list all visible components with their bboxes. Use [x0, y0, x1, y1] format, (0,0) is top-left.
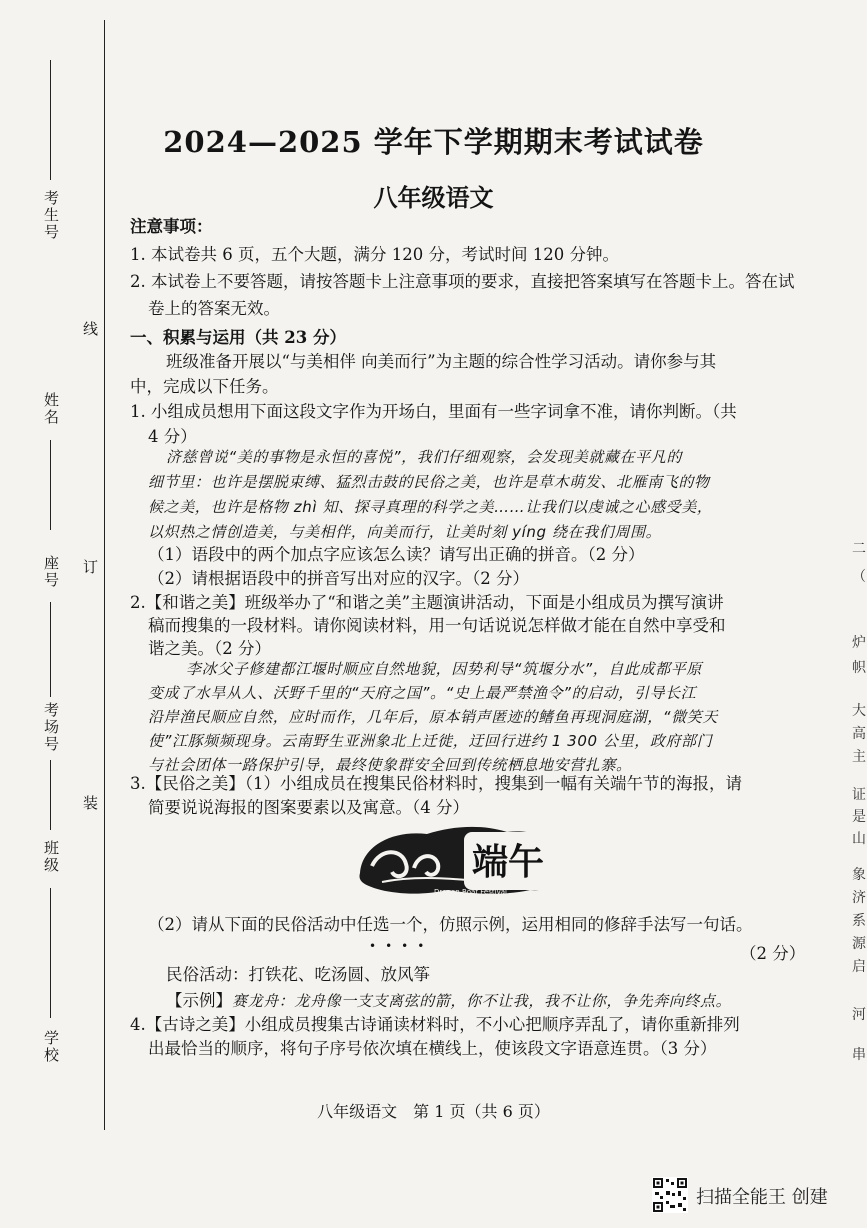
q1-passage-line: 细节里：也许是摆脱束缚、猛烈击鼓的民俗之美，也许是草木萌发、北雁南飞的物 — [148, 473, 710, 491]
q1-sub-question: （1）语段中的两个加点字应该怎么读？请写出正确的拼音。（2 分） — [148, 545, 645, 564]
q2-passage-line: 李冰父子修建都江堰时顺应自然地貌，因势利导“筑堰分水”，自此成都平原 — [186, 660, 702, 678]
bind-char-install: 装 — [83, 794, 99, 812]
folk-activities: 民俗活动：打铁花、吃汤圆、放风筝 — [166, 965, 430, 984]
q1-passage-line: 候之美，也许是格物 zhì 知、探寻真理的科学之美……让我们以虔诚之心感受美， — [148, 498, 713, 516]
notes-item: 卷上的答案无效。 — [148, 299, 280, 318]
question-1: 4 分） — [148, 427, 197, 446]
field-name-line — [50, 440, 51, 530]
next-page-fragment: 炉 — [852, 635, 866, 651]
q3-sub-question: （2）请从下面的民俗活动中任选一个，仿照示例，运用相同的修辞手法写一句话。 — [148, 915, 753, 934]
poster-subtitle: Dragon Boat Festival — [434, 888, 507, 896]
q2-passage-line: 使”江豚频频现身。云南野生亚洲象北上迁徙，迂回行进约 1 300 公里，政府部门 — [148, 732, 713, 750]
example-label: 【示例】 — [166, 991, 232, 1010]
question-4: 4.【古诗之美】小组成员搜集古诗诵读材料时，不小心把顺序弄乱了，请你重新排列 — [130, 1015, 740, 1034]
emphasis-dots: •••• — [369, 939, 434, 953]
section-intro: 班级准备开展以“与美相伴 向美而行”为主题的综合性学习活动。请你参与其 — [166, 352, 717, 371]
next-page-fragment: 证 — [852, 787, 866, 803]
field-school-label: 学校 — [42, 1030, 60, 1064]
field-seat-label: 座号 — [42, 555, 60, 589]
scanner-watermark: 扫描全能王 创建 — [696, 1187, 828, 1208]
question-4: 出最恰当的顺序，将句子序号依次填在横线上，使该段文字语意连贯。（3 分） — [148, 1039, 717, 1058]
field-class-label: 班级 — [42, 840, 60, 874]
question-3: 简要说说海报的图案要素以及寓意。（4 分） — [148, 798, 469, 817]
q2-passage-line: 与社会团体一路保护引导，最终使象群安全回到传统栖息地安营扎寨。 — [148, 756, 632, 774]
field-room-line — [50, 760, 51, 830]
exam-title: 2024—2025 学年下学期期末考试试卷 — [163, 125, 704, 159]
qr-code-icon — [652, 1177, 688, 1213]
notes-item: 2. 本试卷上不要答题，请按答题卡上注意事项的要求，直接把答案填写在答题卡上。答在试 — [130, 272, 795, 291]
next-page-fragment: 山 — [852, 831, 866, 847]
question-2: 2.【和谐之美】班级举办了“和谐之美”主题演讲活动，下面是小组成员为撰写演讲 — [130, 593, 724, 612]
q1-passage-line: 济慈曾说“美的事物是永恒的喜悦”，我们仔细观察，会发现美就藏在平凡的 — [166, 448, 682, 466]
field-seat-line — [50, 602, 51, 697]
field-exam-number-label: 考生号 — [42, 190, 60, 241]
next-page-fragment: 系 — [852, 913, 866, 929]
dragon-boat-poster-image — [352, 818, 572, 898]
next-page-fragment: 启 — [852, 959, 866, 975]
q2-passage-line: 沿岸渔民顺应自然，应时而作，几年后，原本销声匿迹的鳍鱼再现洞庭湖，“微笑天 — [148, 708, 718, 726]
next-page-fragment: 大 — [852, 703, 866, 719]
next-page-fragment: 象 — [852, 867, 866, 883]
next-page-fragment: （ — [852, 569, 866, 585]
next-page-fragment: 济 — [852, 890, 866, 906]
next-page-fragment: 河 — [852, 1007, 866, 1023]
example-line — [166, 988, 846, 1014]
section-intro: 中，完成以下任务。 — [130, 377, 279, 396]
notes-item: 1. 本试卷共 6 页，五个大题，满分 120 分，考试时间 120 分钟。 — [130, 245, 619, 264]
q2-passage-line: 变成了水旱从人、沃野千里的“天府之国”。“史上最严禁渔令”的启动，引导长江 — [148, 684, 697, 702]
notes-heading: 注意事项： — [130, 217, 213, 236]
example-text: 赛龙舟：龙舟像一支支离弦的箭，你不让我，我不让你，争先奔向终点。 — [232, 992, 732, 1010]
next-page-fragment: 二 — [852, 541, 866, 557]
field-name-label: 姓名 — [42, 392, 60, 426]
next-page-fragment: 主 — [852, 749, 866, 765]
question-2: 稿而搜集的一段材料。请你阅读材料，用一句话说说怎样做才能在自然中享受和 — [148, 616, 726, 635]
question-1: 1. 小组成员想用下面这段文字作为开场白，里面有一些字词拿不准，请你判断。（共 — [130, 402, 737, 421]
next-page-fragment: 是 — [852, 809, 866, 825]
field-class-line — [50, 888, 51, 1018]
q1-passage-line: 以炽热之情创造美，与美相伴，向美而行，让美时刻 yíng 绕在我们周围。 — [148, 523, 662, 541]
page-footer: 八年级语文 第 1 页（共 6 页） — [317, 1102, 550, 1121]
question-2: 谐之美。（2 分） — [148, 639, 271, 658]
q3-sub-score: （2 分） — [740, 944, 806, 963]
bind-char-bind: 订 — [83, 558, 99, 576]
q1-sub-question: （2）请根据语段中的拼音写出对应的汉字。（2 分） — [148, 569, 529, 588]
poster-title: 端午 — [472, 841, 545, 883]
next-page-fragment: 源 — [852, 936, 866, 952]
field-room-label: 考场号 — [42, 702, 60, 753]
bind-char-line: 线 — [83, 320, 99, 338]
next-page-fragment: 帜 — [852, 660, 866, 676]
next-page-fragment: 高 — [852, 726, 866, 742]
exam-subtitle: 八年级语文 — [373, 183, 494, 212]
next-page-fragment: 串 — [852, 1047, 866, 1063]
question-3: 3.【民俗之美】（1）小组成员在搜集民俗材料时，搜集到一幅有关端午节的海报，请 — [130, 774, 742, 793]
section-heading: 一、积累与运用（共 23 分） — [130, 328, 346, 347]
